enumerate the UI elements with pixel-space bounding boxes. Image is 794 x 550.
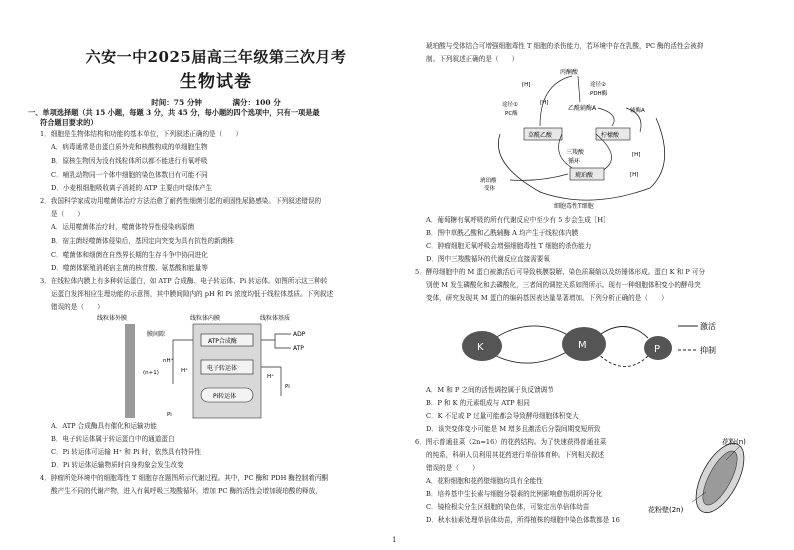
q1-option-c: C．哺乳动物同一个体中细胞的染色体数目有可能不同 bbox=[51, 171, 208, 179]
fig-matrix-label: 线粒体基质 bbox=[260, 315, 291, 322]
atp-arrow bbox=[275, 340, 291, 348]
fig-h1-label: H⁺ bbox=[181, 368, 189, 374]
fig-atp-label: ATP bbox=[293, 345, 304, 352]
q5-stem-cont: 别使 M 发生磷酸化和去磷酸化，三者间的调控关系如图所示。现有一种细胞体积变小的酵母突 bbox=[426, 281, 701, 289]
q3-stem: 3．在线粒体内膜上有多种转运蛋白，如 ATP 合成酶、电子转运体、Pi 转运体。如图所示这三种转 bbox=[40, 277, 328, 285]
q5-option-c: C．K 不足或 P 过量可能都会导致酵母细胞体积变大 bbox=[426, 412, 579, 420]
q2-option-d: D．噬菌体繁殖消耗宿主菌的核苷酸、氨基酸和能量等 bbox=[51, 264, 208, 272]
exam-score: 满分：100 分 bbox=[232, 98, 281, 107]
receptor-arrow bbox=[510, 174, 568, 180]
section-heading: 一、单项选择题（共 15 小题，每题 3 分，共 45 分，每小题的四个选项中，只有一项是最 bbox=[28, 108, 320, 117]
fig-caption: 细胞毒性T细胞 bbox=[554, 203, 594, 210]
q6-stem-cont: 的纯系，科研人员利用其花药进行单倍体育种。下列相关叙述 bbox=[426, 451, 605, 459]
fig-pollen: 花粉(n) bbox=[722, 438, 746, 446]
fig-pi-right-label: Pi bbox=[285, 384, 290, 390]
q6-option-a: A．花粉细胞和花药壁细胞均具有全能性 bbox=[426, 477, 543, 485]
cell-outline bbox=[498, 118, 664, 200]
fig-path2: 途径② bbox=[590, 82, 606, 88]
fig-acetylcoa: 乙酰辅酶A bbox=[568, 105, 597, 112]
outer-membrane bbox=[125, 324, 135, 418]
fig-receptor-b: 受体 bbox=[484, 186, 496, 192]
q5-stem: 5．酵母细胞中的 M 蛋白被激活后可导致核膜裂解、染色质凝缩以及纺锤体形成。蛋白 K 和 P 可分 bbox=[415, 268, 706, 276]
m-to-p-arrow bbox=[598, 326, 648, 338]
fig-h-a: [H] bbox=[522, 82, 531, 88]
fig-n1h-label: (n+1) bbox=[143, 370, 159, 376]
q3-stem-end: 错误的是（ ） bbox=[51, 303, 104, 311]
q2-option-b: B．宿主菌经噬菌体侵染后，基因定向突变为具有抗性的新菌株 bbox=[51, 237, 234, 245]
fig-inhibit: 抑制 bbox=[700, 346, 716, 355]
fig-h-c: [H] bbox=[632, 152, 641, 158]
q4-stem-cont2: 琥珀酸与受体结合可增强细胞毒性 T 细胞的杀伤能力，若环境中存在乳酸，PC 酶的活性会被抑 bbox=[426, 42, 704, 50]
exam-meta bbox=[40, 97, 392, 108]
fig-adp-label: ADP bbox=[293, 331, 306, 338]
q4-metabolism-figure bbox=[480, 64, 680, 214]
q5-option-d: D．该突变体变小可能是 M 增多且激活后分裂间期变短所致 bbox=[426, 425, 601, 433]
fig-succinate: 琥珀酸 bbox=[575, 172, 594, 179]
q3-stem-cont: 运蛋白发挥相应生理功能的示意图，其中膜间隙内的 pH 和 Pi 浓度均低于线粒体基质。下列叙述 bbox=[51, 290, 334, 298]
fig-outer-membrane-label: 线粒体外膜 bbox=[97, 315, 128, 322]
q6-option-d: D．秋水仙素处理单倍体幼苗，所得植株的细胞中染色体数都是 16 bbox=[426, 516, 620, 524]
fig-inner-membrane-label: 线粒体内膜 bbox=[190, 315, 221, 322]
fig-cycle: 循环 bbox=[568, 158, 581, 165]
fig-m-label: M bbox=[578, 340, 587, 351]
k-to-m-arrow bbox=[492, 326, 570, 340]
q1-option-d: D．小麦根细胞吸收离子消耗的 ATP 主要由叶绿体产生 bbox=[51, 184, 213, 192]
section-heading-cont: 符合题目要求的） bbox=[40, 118, 98, 127]
fig-intermembrane-label: 膜间隙 bbox=[147, 331, 166, 338]
path2-arrow bbox=[578, 76, 580, 102]
fig-h-d: [H] bbox=[630, 172, 639, 178]
fig-pyruvate: 丙酮酸 bbox=[560, 69, 579, 76]
fig-activate: 激活 bbox=[700, 322, 716, 331]
q3-option-b: B．电子转运体属于转运蛋白中的通道蛋白 bbox=[51, 435, 175, 443]
adp-arrow bbox=[261, 334, 291, 340]
q3-option-a: A．ATP 合成酶具有催化和运输功能 bbox=[51, 422, 157, 430]
q5-regulation-figure bbox=[460, 308, 720, 388]
acetyl-arrow bbox=[598, 108, 614, 126]
q4-option-a: A．葡萄糖有氧呼吸的所有代谢反应中至少有 5 步会生成［H］ bbox=[426, 216, 610, 224]
q4-stem-cont: 酸产生不同的代谢产物，进入有氧呼吸三羧酸循环，增加 PC 酶的活性会增加琥珀酸的释放， bbox=[51, 487, 322, 495]
q5-option-a: A．M 和 P 之间的活性调控属于负反馈调节 bbox=[426, 386, 554, 394]
q2-stem-cont: 是（ ） bbox=[51, 210, 84, 218]
q6-stem-end: 错误的是（ ） bbox=[426, 464, 479, 472]
fig-receptor-a: 琥珀酸 bbox=[480, 178, 497, 184]
q4-option-b: B．图中草酰乙酸和乙酰辅酶 A 均产生于线粒体内膜 bbox=[426, 229, 579, 237]
fig-path1: 途径① bbox=[502, 102, 518, 108]
fig-nh-label: nH⁺ bbox=[163, 358, 174, 364]
fig-k-label: K bbox=[477, 342, 484, 353]
exam-time: 时间：75 分钟 bbox=[151, 98, 202, 107]
fig-tca: 三羧酸 bbox=[566, 149, 585, 156]
q2-option-c: C．噬菌体和细菌在自然界长期的生存斗争中协同进化 bbox=[51, 251, 208, 259]
q5-option-b: B．P 和 K 的元素组成与 ATP 相同 bbox=[426, 399, 530, 407]
fig-pi-transporter-label: Pi转运体 bbox=[213, 393, 237, 400]
q3-option-c: C．Pi 转运体可运输 H⁺ 和 Pi 时，依然具有特异性 bbox=[51, 448, 201, 456]
page-number: 1 bbox=[392, 536, 397, 544]
q6-option-b: B．培养基中生长素与细胞分裂素的比例影响愈伤组织再分化 bbox=[426, 490, 603, 498]
q6-stem: 6．图示普通韭菜（2n=16）的花药结构。为了快速获得普通韭菜 bbox=[415, 438, 607, 446]
q1-option-a: A．病毒通常是由蛋白质外壳和核酸构成的单细胞生物 bbox=[51, 143, 208, 151]
fig-atp-synthase-label: ATP合成酶 bbox=[208, 338, 237, 345]
fig-pc: PC酶 bbox=[505, 111, 518, 117]
p-to-m-arrow bbox=[598, 354, 648, 367]
q4-stem: 4．肿瘤所处环境中的细胞毒性 T 细胞存在题图所示代谢过程。其中，PC 酶和 PDH 酶控制着丙酮 bbox=[40, 474, 328, 482]
fig-coenzyme: 辅酶A bbox=[630, 108, 645, 114]
q6-option-c: C．镜检根尖分生区细胞的染色体，可鉴定出单倍体幼苗 bbox=[426, 503, 590, 511]
fig-electron-label: 电子转运体 bbox=[207, 365, 238, 372]
left-column bbox=[28, 0, 392, 550]
q5-stem-end: 变体，研究发现其 M 蛋白的编码基因表达量显著增加。下列分析正确的是（ ） bbox=[426, 294, 668, 302]
q4-option-c: C．肿瘤细胞无氧呼吸会增强细胞毒性 T 细胞的杀伤能力 bbox=[426, 242, 592, 250]
q6-anther-figure bbox=[648, 432, 758, 522]
q3-mitochondria-figure bbox=[95, 312, 325, 420]
exam-subject: 生物试卷 bbox=[180, 72, 252, 92]
q2-option-a: A．运用噬菌体治疗时，噬菌体特异性侵染病原菌 bbox=[51, 223, 195, 231]
fig-pdh: PDH酶 bbox=[590, 91, 608, 97]
q4-option-d: D．图中三羧酸循环的代谢反应直接需要氧 bbox=[426, 255, 550, 263]
q3-option-d: D．Pi 转运体运输物质时自身构象会发生改变 bbox=[51, 461, 184, 469]
fig-oxalo: 草酰乙酸 bbox=[528, 132, 553, 139]
exam-title: 六安一中2025届高三年级第三次月考 bbox=[85, 48, 347, 66]
fig-pi-left-label: Pi bbox=[167, 412, 172, 418]
q1-stem: 1．细胞是生物体结构和功能的基本单位，下列叙述正确的是（ ） bbox=[40, 130, 243, 138]
fig-wall: 花粉壁(2n) bbox=[648, 506, 684, 514]
fig-citrate: 柠檬酸 bbox=[601, 132, 620, 139]
q1-option-b: B．原核生物因为没有线粒体所以都不能进行有氧呼吸 bbox=[51, 157, 208, 165]
m-to-k-arrow bbox=[492, 350, 570, 363]
q4-stem-end: 制。下列叙述正确的是（ ） bbox=[426, 55, 519, 63]
q2-stem: 2．我国科学家成功用噬菌体治疗方法治愈了耐药性细菌引起的顽固性尿路感染。下列叙述错误的 bbox=[40, 197, 322, 205]
right-column bbox=[410, 0, 760, 550]
fig-h2-label: H⁺ bbox=[267, 374, 275, 380]
fig-h-b: [H] bbox=[540, 100, 549, 106]
fig-p-label: P bbox=[654, 344, 661, 355]
